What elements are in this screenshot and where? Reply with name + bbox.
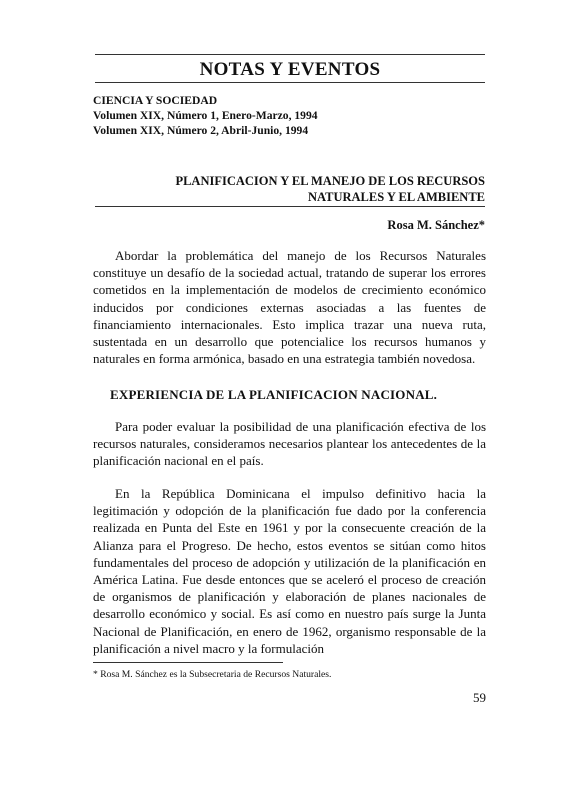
paragraph-2: Para poder evaluar la posibilidad de una planificación efectiva de los recursos naturales, consideramos necesarios plantear los antecedentes de la planificación nacional en el país. (93, 419, 486, 469)
journal-issue-2: Volumen XIX, Número 2, Abril-Junio, 1994 (93, 124, 309, 137)
journal-name: CIENCIA Y SOCIEDAD (93, 94, 218, 107)
journal-issue-1: Volumen XIX, Número 1, Enero-Marzo, 1994 (93, 109, 318, 122)
article-title (95, 173, 485, 205)
author: Rosa M. Sánchez* (387, 218, 485, 232)
subheading: EXPERIENCIA DE LA PLANIFICACION NACIONAL. (110, 387, 438, 402)
page-number: 59 (473, 690, 486, 705)
article-title-line-1: PLANIFICACION Y EL MANEJO DE LOS RECURSOS (175, 174, 485, 188)
article-title-line-2: NATURALES Y EL AMBIENTE (307, 190, 485, 204)
paragraph-1: Abordar la problemática del manejo de los Recursos Naturales constituye un desafío de la sociedad actual, tratando de superar los errores cometidos en la implementación de modelos de crecimiento económico inducidos por condiciones externas asociadas a las fuentes de financiamiento internacionales. Esto implica trazar una nueva ruta, sustentada en un desarrollo que potencialice los recursos humanos y naturales en forma armónica, basado en una estrategia también novedosa. (93, 248, 486, 367)
footnote-rule (93, 662, 283, 663)
footnote: * Rosa M. Sánchez es la Subsecretaria de Recursos Naturales. (93, 669, 332, 680)
paragraph-3: En la República Dominicana el impulso definitivo hacia la legitimación y odopción de la planificación fue dado por la conferencia realizada en Punta del Este en 1961 y por la consecuente creación de la Alianza para el Progreso. De hecho, estos eventos se sitúan como hitos fundamentales del proceso de adopción y utilización de la planificación en América Latina. Fue desde entonces que se aceleró el proceso de creación de organismos de planificación y elaboración de planes nacionales de desarrollo económico y social. Es así como en nuestro país surge la Junta Nacional de Planificación, en enero de 1962, organismo responsable de la planificación a nivel macro y la formulación (93, 486, 486, 656)
article-title-rule (95, 206, 485, 207)
section-title-rule (95, 82, 485, 83)
section-title: NOTAS Y EVENTOS (199, 59, 381, 80)
top-rule (95, 54, 485, 55)
journal-info (93, 93, 318, 138)
